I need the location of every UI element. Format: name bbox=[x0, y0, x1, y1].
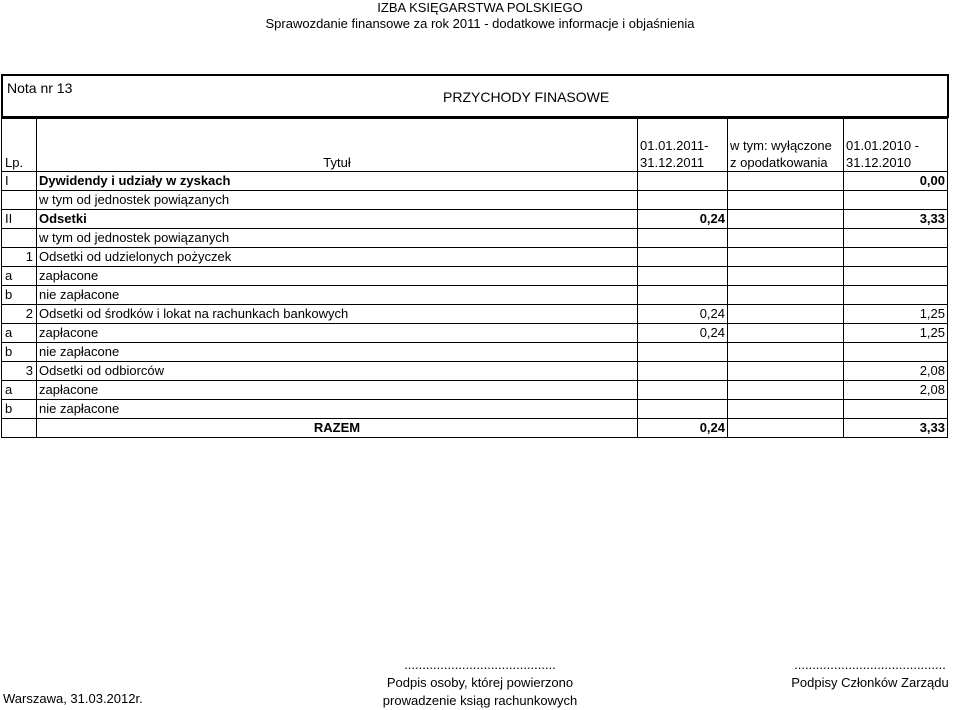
row-lp: a bbox=[2, 267, 37, 286]
row-title: Odsetki bbox=[37, 210, 638, 229]
row-lp: 3 bbox=[2, 362, 37, 381]
note-number: Nota nr 13 bbox=[7, 80, 73, 96]
col-title-header: Tytuł bbox=[37, 119, 638, 172]
row-value-2010: 1,25 bbox=[844, 324, 948, 343]
row-title: nie zapłacone bbox=[37, 400, 638, 419]
table-row bbox=[2, 267, 948, 286]
signature-line: .......................................... bbox=[404, 657, 556, 672]
row-value-2010 bbox=[844, 267, 948, 286]
row-value-2011 bbox=[638, 362, 728, 381]
row-title: w tym od jednostek powiązanych bbox=[37, 229, 638, 248]
row-value-2011 bbox=[638, 267, 728, 286]
row-value-2010 bbox=[844, 248, 948, 267]
row-value-excluded bbox=[728, 248, 844, 267]
row-value-2011 bbox=[638, 248, 728, 267]
row-value-excluded bbox=[728, 172, 844, 191]
row-lp bbox=[2, 229, 37, 248]
row-value-2010 bbox=[844, 400, 948, 419]
table-row bbox=[2, 324, 948, 343]
row-lp: II bbox=[2, 210, 37, 229]
row-value-2010: 0,00 bbox=[844, 172, 948, 191]
signature-caption: Podpisy Członków Zarządu bbox=[791, 675, 949, 690]
row-value-excluded bbox=[728, 381, 844, 400]
row-value-2010 bbox=[844, 191, 948, 210]
row-value-2010 bbox=[844, 229, 948, 248]
table-row bbox=[2, 305, 948, 324]
row-lp: b bbox=[2, 400, 37, 419]
col-2011-header: 01.01.2011- 31.12.2011 bbox=[638, 119, 728, 172]
row-title: Dywidendy i udziały w zyskach bbox=[37, 172, 638, 191]
row-value-excluded bbox=[728, 362, 844, 381]
signature-caption: prowadzenie ksiąg rachunkowych bbox=[382, 693, 578, 708]
total-excluded bbox=[728, 419, 844, 438]
row-title: nie zapłacone bbox=[37, 286, 638, 305]
note-title: PRZYCHODY FINASOWE bbox=[443, 89, 610, 105]
row-lp: b bbox=[2, 343, 37, 362]
row-value-2010: 2,08 bbox=[844, 381, 948, 400]
row-title: nie zapłacone bbox=[37, 343, 638, 362]
total-2011: 0,24 bbox=[638, 419, 728, 438]
table-row bbox=[2, 381, 948, 400]
table-row bbox=[2, 286, 948, 305]
row-title: zapłacone bbox=[37, 324, 638, 343]
row-value-2011 bbox=[638, 343, 728, 362]
row-value-2010 bbox=[844, 286, 948, 305]
row-value-excluded bbox=[728, 210, 844, 229]
report-subtitle: Sprawozdanie finansowe za rok 2011 - dodatkowe informacje i objaśnienia bbox=[265, 16, 695, 31]
row-value-excluded bbox=[728, 191, 844, 210]
table-row bbox=[2, 229, 948, 248]
col-excluded-header: w tym: wyłączone z opodatkowania bbox=[728, 119, 844, 172]
table-row bbox=[2, 400, 948, 419]
row-value-excluded bbox=[728, 229, 844, 248]
total-lp bbox=[2, 419, 37, 438]
row-lp: a bbox=[2, 324, 37, 343]
row-value-2010: 1,25 bbox=[844, 305, 948, 324]
row-value-2010: 3,33 bbox=[844, 210, 948, 229]
total-label: RAZEM bbox=[37, 419, 638, 438]
row-value-2011 bbox=[638, 400, 728, 419]
row-title: Odsetki od udzielonych pożyczek bbox=[37, 248, 638, 267]
row-title: zapłacone bbox=[37, 267, 638, 286]
col-lp-header: Lp. bbox=[2, 119, 37, 172]
row-value-2011 bbox=[638, 229, 728, 248]
table-row bbox=[2, 172, 948, 191]
signature-caption: Podpis osoby, której powierzono bbox=[386, 675, 574, 690]
income-table bbox=[1, 118, 948, 438]
row-value-2011 bbox=[638, 172, 728, 191]
row-lp: I bbox=[2, 172, 37, 191]
signature-line: .......................................... bbox=[794, 657, 946, 672]
note-header-box bbox=[1, 74, 949, 118]
row-title: zapłacone bbox=[37, 381, 638, 400]
row-value-2011: 0,24 bbox=[638, 210, 728, 229]
row-lp: b bbox=[2, 286, 37, 305]
board-signature bbox=[775, 656, 960, 692]
row-title: Odsetki od odbiorców bbox=[37, 362, 638, 381]
table-row bbox=[2, 362, 948, 381]
row-value-excluded bbox=[728, 343, 844, 362]
row-value-excluded bbox=[728, 286, 844, 305]
row-value-2011 bbox=[638, 381, 728, 400]
col-2010-header: 01.01.2010 - 31.12.2010 bbox=[844, 119, 948, 172]
place-and-date: Warszawa, 31.03.2012r. bbox=[3, 691, 143, 706]
row-value-excluded bbox=[728, 305, 844, 324]
row-lp: 1 bbox=[2, 248, 37, 267]
organization-name: IZBA KSIĘGARSTWA POLSKIEGO bbox=[377, 0, 583, 15]
accountant-signature bbox=[380, 656, 580, 710]
row-value-2011: 0,24 bbox=[638, 324, 728, 343]
row-value-2010: 2,08 bbox=[844, 362, 948, 381]
row-title: w tym od jednostek powiązanych bbox=[37, 191, 638, 210]
table-row bbox=[2, 343, 948, 362]
table-row bbox=[2, 191, 948, 210]
row-value-2010 bbox=[844, 343, 948, 362]
total-2010: 3,33 bbox=[844, 419, 948, 438]
row-lp: 2 bbox=[2, 305, 37, 324]
row-value-2011 bbox=[638, 191, 728, 210]
row-lp: a bbox=[2, 381, 37, 400]
row-value-excluded bbox=[728, 400, 844, 419]
row-value-excluded bbox=[728, 324, 844, 343]
table-row bbox=[2, 210, 948, 229]
row-title: Odsetki od środków i lokat na rachunkach bankowych bbox=[37, 305, 638, 324]
row-lp bbox=[2, 191, 37, 210]
total-row bbox=[2, 419, 948, 438]
table-row bbox=[2, 248, 948, 267]
row-value-2011: 0,24 bbox=[638, 305, 728, 324]
row-value-excluded bbox=[728, 267, 844, 286]
row-value-2011 bbox=[638, 286, 728, 305]
table-header-row bbox=[2, 119, 948, 172]
